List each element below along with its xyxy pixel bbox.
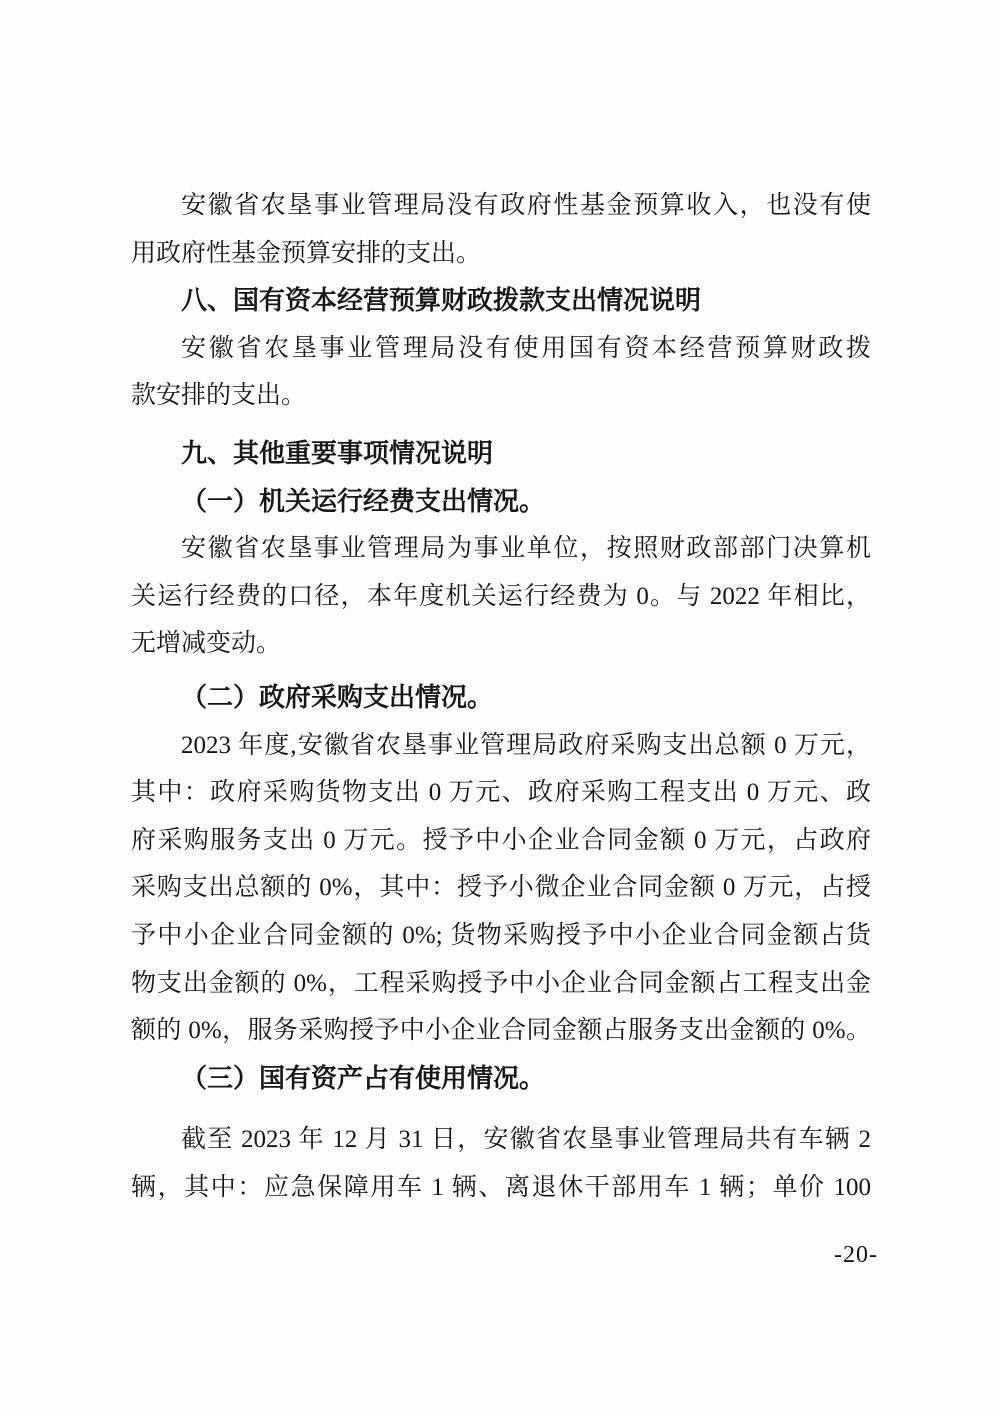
section-heading bbox=[131, 277, 871, 325]
text-line: 截至 2023 年 12 月 31 日，安徽省农垦事业管理局共有车辆 2 bbox=[181, 1126, 871, 1154]
text-line: 予中小企业合同金额的 0%; 货物采购授予中小企业合同金额占货 bbox=[131, 921, 871, 949]
section-heading bbox=[131, 478, 871, 526]
text-line: 安徽省农垦事业管理局没有使用国有资本经营预算财政拨 bbox=[181, 334, 871, 362]
text-line: 用政府性基金预算安排的支出。 bbox=[131, 239, 482, 267]
section-heading bbox=[131, 1055, 871, 1103]
paragraph bbox=[131, 1116, 871, 1211]
text-line: （二）政府采购支出情况。 bbox=[181, 682, 494, 712]
text-line: 辆，其中：应急保障用车 1 辆、离退休干部用车 1 辆；单价 100 bbox=[131, 1173, 871, 1201]
page-number: -20- bbox=[834, 1242, 878, 1268]
text-line: 2023 年度,安徽省农垦事业管理局政府采购支出总额 0 万元， bbox=[181, 731, 871, 759]
text-line: （一）机关运行经费支出情况。 bbox=[181, 486, 546, 516]
text-line: 其中：政府采购货物支出 0 万元、政府采购工程支出 0 万元、政 bbox=[131, 779, 871, 807]
text-line: 关运行经费的口径，本年度机关运行经费为 0。与 2022 年相比， bbox=[131, 582, 871, 610]
text-line: 物支出金额的 0%，工程采购授予中小企业合同金额占工程支出金 bbox=[131, 969, 871, 997]
text-line: 无增减变动。 bbox=[131, 630, 282, 658]
text-line: 款安排的支出。 bbox=[131, 382, 307, 410]
text-line: 八、国有资本经营预算财政拨款支出情况说明 bbox=[181, 285, 702, 316]
text-line: 九、其他重要事项情况说明 bbox=[181, 437, 494, 468]
document-content bbox=[131, 182, 871, 1211]
text-line: （三）国有资产占有使用情况。 bbox=[181, 1063, 546, 1093]
paragraph bbox=[131, 182, 871, 277]
paragraph bbox=[131, 525, 871, 668]
text-line: 安徽省农垦事业管理局没有政府性基金预算收入，也没有使 bbox=[181, 192, 871, 219]
paragraph bbox=[131, 722, 871, 1055]
text-line: 府采购服务支出 0 万元。授予中小企业合同金额 0 万元，占政府 bbox=[131, 826, 871, 854]
text-line: 安徽省农垦事业管理局为事业单位，按照财政部部门决算机 bbox=[181, 535, 871, 563]
section-heading bbox=[131, 430, 871, 478]
paragraph bbox=[131, 325, 871, 420]
section-heading bbox=[131, 674, 871, 722]
text-line: 额的 0%，服务采购授予中小企业合同金额占服务支出金额的 0%。 bbox=[131, 1017, 871, 1045]
text-line: 采购支出总额的 0%，其中：授予小微企业合同金额 0 万元，占授 bbox=[131, 874, 871, 902]
